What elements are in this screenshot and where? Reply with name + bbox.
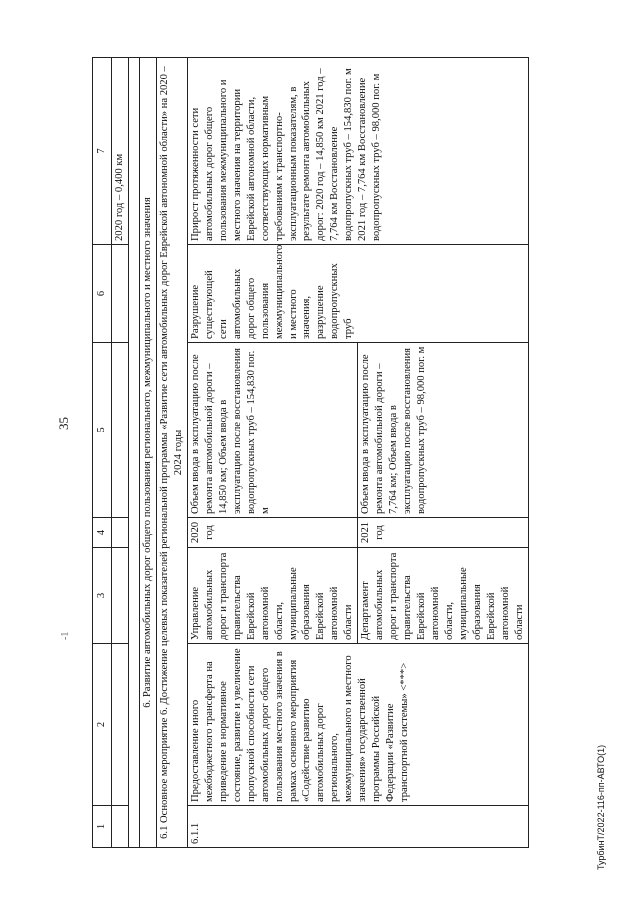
table-row <box>187 58 358 848</box>
row-description: Предоставление иного межбюджетного трансферта на приведение в нормативное состояние, развитие и увеличение пропускной способности сети автомобильных дорог общего пользования местного значения в рамках основного мероприятия «Содействие развитию автомобильных дорог регионального, межмуниципального и местного значения» государственной программы Российской Федерации «Развитие транспортной системы» <***> <box>187 644 528 806</box>
row-indicator-2: Объем ввода в эксплуатацию после ремонта автомобильной дороги – 7,764 км; Объем ввода в эксплуатацию после восстановления водопропускных труб – 98,000 пог. м <box>358 343 529 518</box>
section-row <box>139 58 156 848</box>
event-row <box>156 58 187 848</box>
row-effect: Разрушение существующей сети автомобильных дорог общего пользования межмуниципального и местного значения, разрушение водопропускных труб <box>187 245 528 343</box>
col-num-5: 5 <box>93 343 112 518</box>
program-table <box>92 57 529 848</box>
page-number: 35 <box>56 417 71 430</box>
row-indicator-1: Объем ввода в эксплуатацию после ремонта автомобильной дороги – 14,850 км; Объем ввода в эксплуатацию после восстановления водопропускных труб – 154,830 пог. м <box>187 343 358 518</box>
spacer-row <box>128 58 139 848</box>
row-year-2: 2021 год <box>358 518 529 548</box>
row-number: 6.1.1 <box>187 806 528 848</box>
prev-row <box>111 58 128 848</box>
col-num-7: 7 <box>93 58 112 245</box>
row-executor-1: Управление автомобильных дорог и транспорта правительства Еврейской автономной области, муниципальные образования Еврейской автономной области <box>187 548 358 644</box>
col-num-1: 1 <box>93 806 112 848</box>
row-year-1: 2020 год <box>187 518 358 548</box>
section-title: 6. Развитие автомобильных дорог общего пользования регионального, межмуниципального и местного значения <box>139 58 156 848</box>
col-num-6: 6 <box>93 245 112 343</box>
top-mark: -1 <box>60 631 71 640</box>
row-result: Прирост протяженности сети автомобильных дорог общего пользования межмуниципального и местного значения на территории Еврейской автономной области, соответствующих нормативным требованиям к транспортно-эксплуатационным показателям, в результате ремонта автомобильных дорог: 2020 год – 14,850 км 2021 год – 7,764 км Восстановление водопропускных труб – 154,830 пог. м 2021 год – 7,764 км Восстановление водопропускных труб – 98,000 пог. м <box>187 58 528 245</box>
row-executor-2: Департамент автомобильных дорог и транспорта правительства Еврейской автономной области, муниципальные образования Еврейской автономной области <box>358 548 529 644</box>
footer-code: ТурбинТ/2022-116-пп-АВТО(1) <box>596 744 606 870</box>
col-num-3: 3 <box>93 548 112 644</box>
rotated-table-container <box>92 58 566 848</box>
column-number-row <box>93 58 112 848</box>
prev-row-value: 2020 год – 0,400 км <box>111 58 128 245</box>
event-title: 6.1 Основное мероприятие 6. Достижение целевых показателей региональной программы «Развитие сети автомобильных дорог Еврейской автономной области» на 2020 – 2024 годы <box>156 58 187 848</box>
col-num-2: 2 <box>93 644 112 806</box>
col-num-4: 4 <box>93 518 112 548</box>
